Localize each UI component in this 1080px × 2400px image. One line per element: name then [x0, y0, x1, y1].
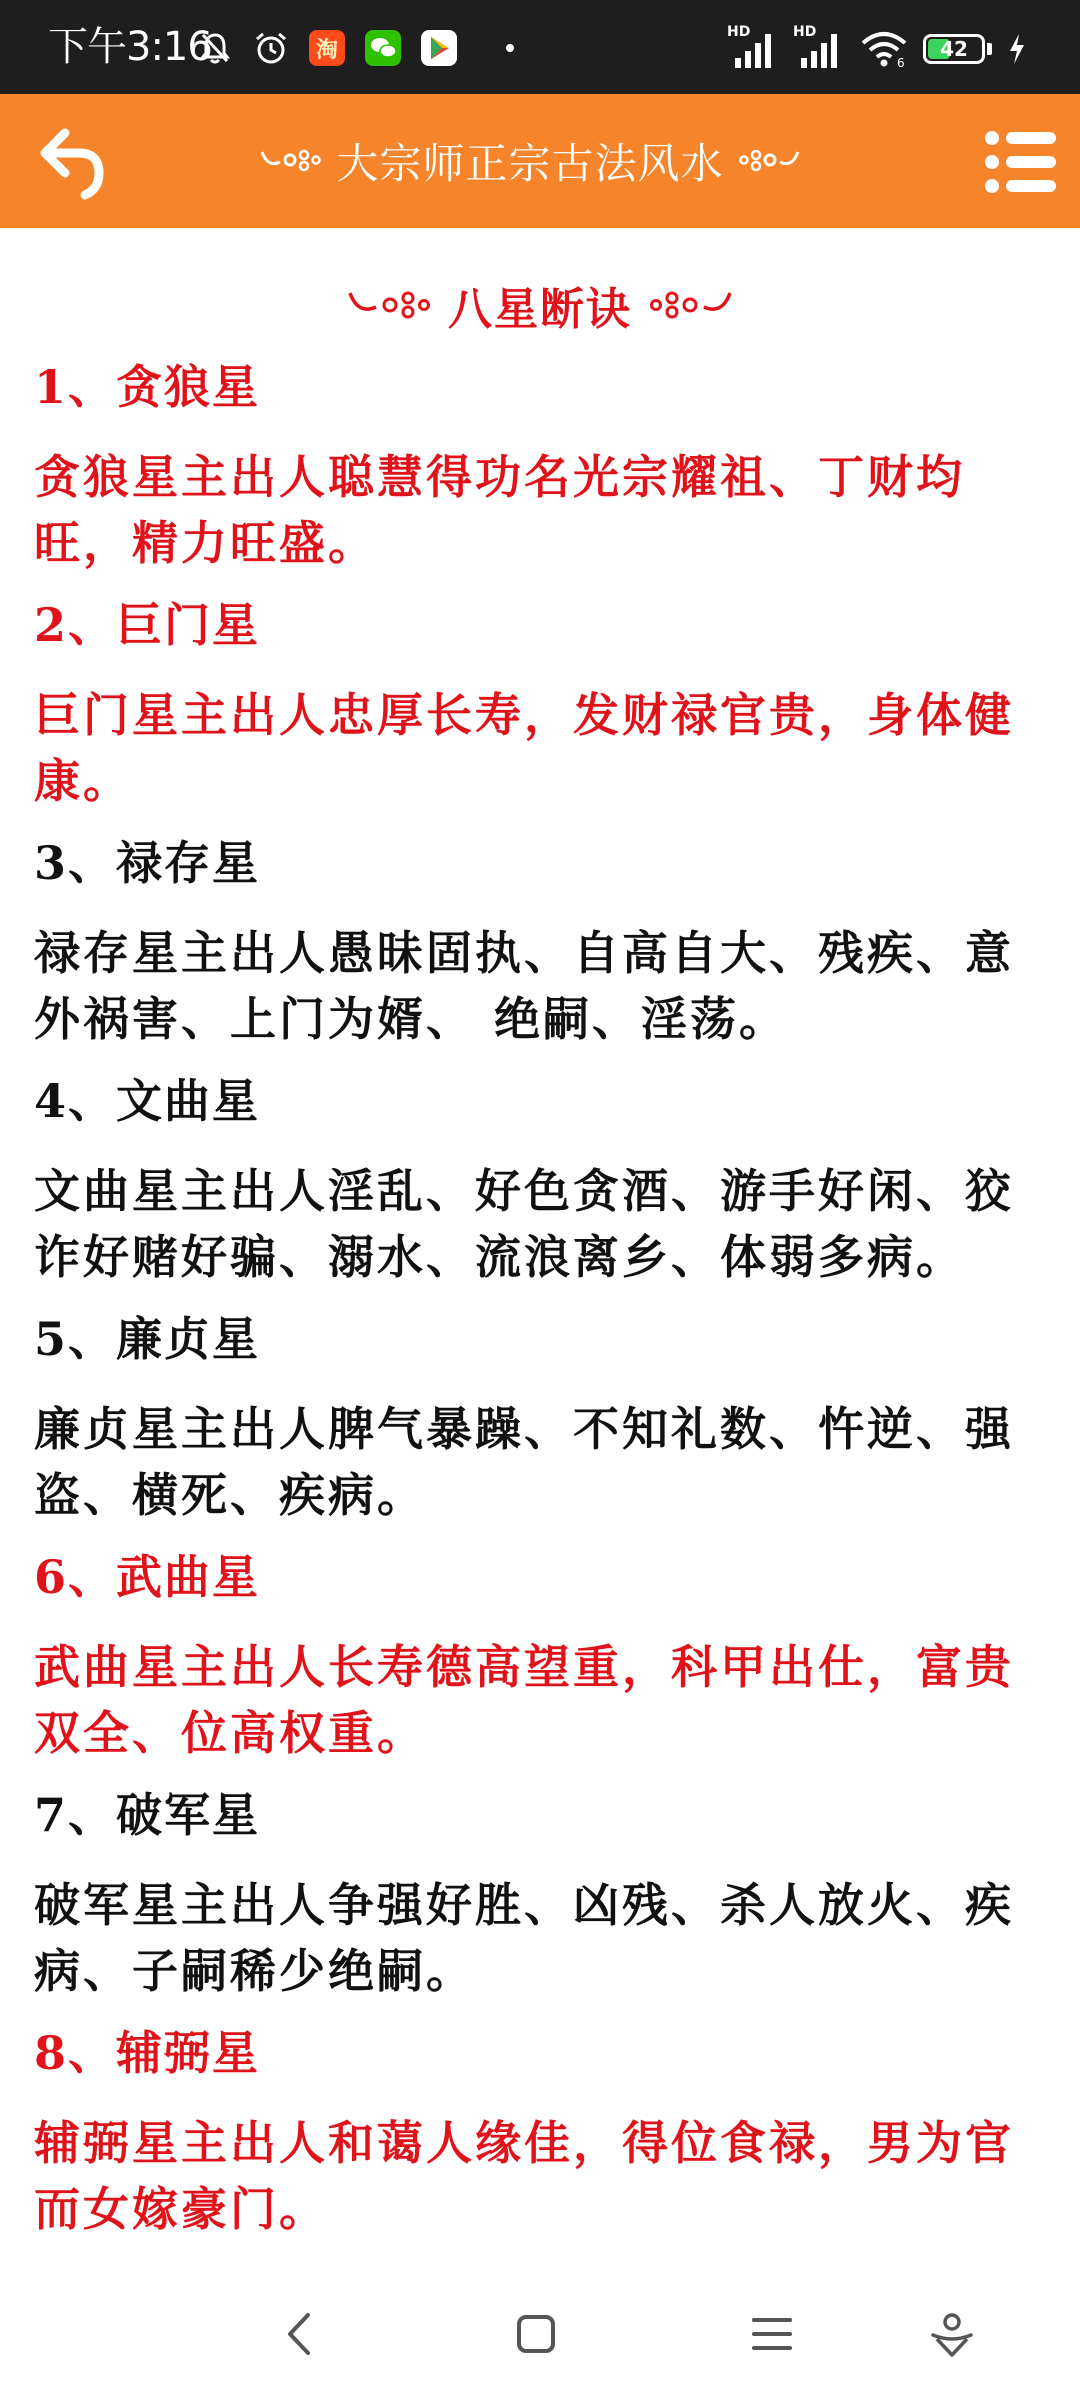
article-content: [0, 228, 1080, 2268]
signal-2-icon: [793, 24, 845, 70]
star-heading: 4、文曲星: [34, 1074, 261, 1128]
star-description: 巨门星主出人忠厚长寿，发财禄官贵，身体健康。: [34, 688, 1014, 808]
menu-button[interactable]: [978, 120, 1062, 204]
star-heading: 6、武曲星: [34, 1550, 261, 1604]
star-heading: 3、禄存星: [34, 836, 261, 890]
section-title-container: [0, 270, 1080, 340]
battery-tip: [987, 43, 992, 55]
back-button[interactable]: [28, 118, 118, 208]
star-description: 破军星主出人争强好胜、凶残、杀人放火、疾病、子嗣稀少绝嗣。: [34, 1878, 1014, 1998]
status-system-icons: [727, 24, 1028, 74]
ornament-right-icon: [738, 146, 800, 176]
star-list: [34, 356, 1054, 2260]
star-heading: 5、廉贞星: [34, 1312, 261, 1366]
status-notification-icons: [196, 25, 514, 71]
hd-label-1: HD: [727, 24, 751, 40]
play-store-icon: [420, 29, 458, 67]
wifi-icon: [859, 30, 909, 68]
taobao-app-icon: [308, 29, 346, 67]
hd-label-2: HD: [793, 24, 817, 40]
ornament-right-icon: [646, 285, 732, 325]
signal-1-icon: [727, 24, 779, 70]
star-item: [34, 1070, 1054, 1290]
chevron-left-icon: [280, 2309, 320, 2359]
star-item: [34, 832, 1054, 1052]
star-item: [34, 594, 1054, 814]
square-home-icon: [514, 2312, 558, 2356]
more-notifications-dot: [506, 44, 514, 52]
nav-recents-button[interactable]: [734, 2296, 810, 2372]
bell-muted-icon: [196, 29, 234, 67]
star-description: 廉贞星主出人脾气暴躁、不知礼数、忤逆、强盗、横死、疾病。: [34, 1402, 1014, 1522]
three-lines-icon: [750, 2314, 794, 2354]
star-description: 武曲星主出人长寿德高望重，科甲出仕，富贵双全、位高权重。: [34, 1640, 1014, 1760]
nav-assistant-button[interactable]: [914, 2296, 990, 2372]
charging-bolt-icon: [1006, 30, 1028, 68]
star-description: 文曲星主出人淫乱、好色贪酒、游手好闲、狡诈好赌好骗、溺水、流浪离乡、体弱多病。: [34, 1164, 1014, 1284]
wechat-app-icon: [364, 29, 402, 67]
star-item: [34, 1784, 1054, 2004]
star-description: 贪狼星主出人聪慧得功名光宗耀祖、丁财均旺，精力旺盛。: [34, 450, 965, 570]
back-arrow-icon: [37, 123, 109, 203]
header-title: 大宗师正宗古法风水: [336, 139, 724, 188]
star-heading: 1、贪狼星: [34, 360, 261, 414]
app-header: [0, 94, 1080, 228]
star-item: [34, 2022, 1054, 2242]
header-title-container: [200, 94, 860, 228]
nav-home-button[interactable]: [498, 2296, 574, 2372]
star-item: [34, 356, 1054, 576]
list-menu-icon: [978, 120, 1062, 204]
ornament-left-icon: [348, 285, 434, 325]
svg-text:6: 6: [897, 56, 905, 69]
taobao-app-glyph: 淘: [309, 30, 345, 66]
alarm-clock-icon: [252, 29, 290, 67]
star-description: 辅弼星主出人和蔼人缘佳，得位食禄，男为官而女嫁豪门。: [34, 2116, 1014, 2236]
system-navigation-bar: [0, 2268, 1080, 2400]
star-item: [34, 1308, 1054, 1528]
ornament-left-icon: [260, 146, 322, 176]
status-bar: [0, 0, 1080, 94]
status-time: 下午3:16: [48, 24, 212, 70]
star-heading: 2、巨门星: [34, 598, 261, 652]
nav-back-button[interactable]: [262, 2296, 338, 2372]
star-item: [34, 1546, 1054, 1766]
star-heading: 8、辅弼星: [34, 2026, 261, 2080]
section-title: 八星断诀: [448, 284, 632, 335]
star-heading: 7、破军星: [34, 1788, 261, 1842]
star-description: 禄存星主出人愚昧固执、自高自大、残疾、意外祸害、上门为婿、 绝嗣、淫荡。: [34, 926, 1014, 1046]
battery-icon: [923, 34, 985, 64]
battery-level: 42: [940, 37, 968, 61]
assistant-icon: [927, 2309, 977, 2359]
